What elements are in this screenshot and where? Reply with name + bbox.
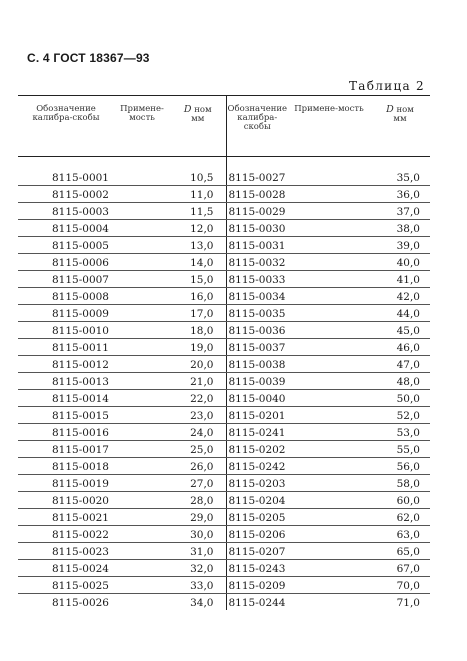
application-right — [288, 203, 370, 220]
table-row — [18, 441, 430, 458]
diameter-right: 47,0 — [370, 356, 430, 373]
diameter-left: 26,0 — [170, 458, 226, 475]
code-right: 8115-0035 — [226, 305, 288, 322]
code-right: 8115-0038 — [226, 356, 288, 373]
header-code-left: Обозначение калибра-скобы — [18, 96, 114, 157]
application-left — [114, 475, 170, 492]
diameter-left: 10,5 — [170, 169, 226, 186]
application-left — [114, 373, 170, 390]
code-left: 8115-0002 — [18, 186, 114, 203]
header-diameter-left — [170, 96, 226, 157]
application-left — [114, 322, 170, 339]
table-row — [18, 390, 430, 407]
code-right: 8115-0040 — [226, 390, 288, 407]
diameter-left: 22,0 — [170, 390, 226, 407]
table-header-row — [18, 96, 430, 157]
diameter-subscript: ном — [396, 105, 414, 115]
table-row — [18, 186, 430, 203]
diameter-left: 31,0 — [170, 543, 226, 560]
diameter-right: 39,0 — [370, 237, 430, 254]
code-right: 8115-0027 — [226, 169, 288, 186]
table-caption: Таблица 2 — [348, 79, 425, 93]
diameter-right: 63,0 — [370, 526, 430, 543]
application-left — [114, 543, 170, 560]
code-left: 8115-0003 — [18, 203, 114, 220]
diameter-right: 60,0 — [370, 492, 430, 509]
code-right: 8115-0209 — [226, 577, 288, 594]
code-right: 8115-0201 — [226, 407, 288, 424]
sizes-table — [18, 95, 430, 610]
code-left: 8115-0014 — [18, 390, 114, 407]
diameter-right: 62,0 — [370, 509, 430, 526]
diameter-right: 50,0 — [370, 390, 430, 407]
diameter-subscript: ном — [194, 105, 212, 115]
table-row — [18, 169, 430, 186]
code-right: 8115-0037 — [226, 339, 288, 356]
application-left — [114, 356, 170, 373]
application-left — [114, 169, 170, 186]
diameter-left: 34,0 — [170, 594, 226, 611]
code-right: 8115-0032 — [226, 254, 288, 271]
table-row — [18, 305, 430, 322]
diameter-symbol: D — [183, 104, 192, 115]
code-right: 8115-0204 — [226, 492, 288, 509]
table-row — [18, 271, 430, 288]
application-left — [114, 407, 170, 424]
code-right: 8115-0242 — [226, 458, 288, 475]
application-left — [114, 339, 170, 356]
code-right: 8115-0029 — [226, 203, 288, 220]
diameter-left: 11,0 — [170, 186, 226, 203]
code-right: 8115-0243 — [226, 560, 288, 577]
diameter-right: 55,0 — [370, 441, 430, 458]
table-row — [18, 458, 430, 475]
diameter-right: 56,0 — [370, 458, 430, 475]
application-right — [288, 271, 370, 288]
code-left: 8115-0016 — [18, 424, 114, 441]
diameter-left: 32,0 — [170, 560, 226, 577]
application-left — [114, 492, 170, 509]
application-right — [288, 407, 370, 424]
table-row — [18, 560, 430, 577]
diameter-left: 23,0 — [170, 407, 226, 424]
application-right — [288, 356, 370, 373]
standard-number: ГОСТ 18367—93 — [53, 51, 150, 65]
application-left — [114, 288, 170, 305]
diameter-left: 21,0 — [170, 373, 226, 390]
code-left: 8115-0005 — [18, 237, 114, 254]
diameter-right: 53,0 — [370, 424, 430, 441]
code-left: 8115-0021 — [18, 509, 114, 526]
diameter-left: 16,0 — [170, 288, 226, 305]
application-right — [288, 458, 370, 475]
diameter-left: 14,0 — [170, 254, 226, 271]
application-right — [288, 373, 370, 390]
diameter-right: 36,0 — [370, 186, 430, 203]
code-left: 8115-0023 — [18, 543, 114, 560]
table-row — [18, 577, 430, 594]
code-right: 8115-0203 — [226, 475, 288, 492]
table-row — [18, 237, 430, 254]
code-left: 8115-0015 — [18, 407, 114, 424]
diameter-left: 33,0 — [170, 577, 226, 594]
code-left: 8115-0025 — [18, 577, 114, 594]
diameter-left: 29,0 — [170, 509, 226, 526]
diameter-right: 38,0 — [370, 220, 430, 237]
table-row — [18, 509, 430, 526]
diameter-right: 40,0 — [370, 254, 430, 271]
application-right — [288, 254, 370, 271]
application-left — [114, 509, 170, 526]
code-left: 8115-0010 — [18, 322, 114, 339]
application-right — [288, 305, 370, 322]
diameter-left: 18,0 — [170, 322, 226, 339]
diameter-left: 28,0 — [170, 492, 226, 509]
application-left — [114, 237, 170, 254]
application-left — [114, 577, 170, 594]
application-right — [288, 594, 370, 611]
table-row — [18, 475, 430, 492]
spacer-row — [18, 157, 430, 170]
code-left: 8115-0001 — [18, 169, 114, 186]
application-left — [114, 220, 170, 237]
diameter-left: 24,0 — [170, 424, 226, 441]
diameter-unit: мм — [393, 114, 407, 124]
code-right: 8115-0031 — [226, 237, 288, 254]
code-right: 8115-0241 — [226, 424, 288, 441]
header-code-right: Обозначение калибра-скобы — [226, 96, 288, 157]
application-left — [114, 424, 170, 441]
table-row — [18, 492, 430, 509]
code-right: 8115-0039 — [226, 373, 288, 390]
application-right — [288, 475, 370, 492]
diameter-left: 15,0 — [170, 271, 226, 288]
application-right — [288, 322, 370, 339]
code-left: 8115-0006 — [18, 254, 114, 271]
code-left: 8115-0018 — [18, 458, 114, 475]
code-left: 8115-0022 — [18, 526, 114, 543]
table-row — [18, 594, 430, 611]
application-left — [114, 305, 170, 322]
table-row — [18, 526, 430, 543]
table-row — [18, 203, 430, 220]
code-right: 8115-0205 — [226, 509, 288, 526]
code-left: 8115-0009 — [18, 305, 114, 322]
diameter-left: 11,5 — [170, 203, 226, 220]
application-left — [114, 390, 170, 407]
table-row — [18, 424, 430, 441]
table-row — [18, 373, 430, 390]
diameter-left: 30,0 — [170, 526, 226, 543]
application-left — [114, 186, 170, 203]
diameter-right: 71,0 — [396, 597, 420, 609]
code-left: 8115-0017 — [18, 441, 114, 458]
code-left: 8115-0004 — [18, 220, 114, 237]
application-right — [288, 220, 370, 237]
diameter-right: 58,0 — [370, 475, 430, 492]
code-right: 8115-0033 — [226, 271, 288, 288]
code-right: 8115-0244 — [228, 597, 286, 609]
application-right — [288, 441, 370, 458]
diameter-left: 25,0 — [170, 441, 226, 458]
diameter-right: 52,0 — [370, 407, 430, 424]
page-header — [27, 51, 150, 65]
code-left: 8115-0011 — [18, 339, 114, 356]
application-right — [288, 186, 370, 203]
code-right: 8115-0034 — [226, 288, 288, 305]
diameter-right: 46,0 — [370, 339, 430, 356]
application-left — [114, 441, 170, 458]
diameter-right: 65,0 — [370, 543, 430, 560]
code-right: 8115-0206 — [226, 526, 288, 543]
code-right: 8115-0207 — [226, 543, 288, 560]
diameter-left: 13,0 — [170, 237, 226, 254]
diameter-right: 44,0 — [370, 305, 430, 322]
table-row — [18, 356, 430, 373]
diameter-right: 70,0 — [370, 577, 430, 594]
code-left: 8115-0026 — [52, 597, 109, 609]
application-right — [288, 339, 370, 356]
application-left — [114, 458, 170, 475]
header-application-right: Примене-мость — [288, 96, 370, 157]
diameter-right: 35,0 — [370, 169, 430, 186]
application-left — [114, 203, 170, 220]
table-row — [18, 407, 430, 424]
diameter-right: 37,0 — [370, 203, 430, 220]
code-right: 8115-0036 — [226, 322, 288, 339]
header-diameter-right — [370, 96, 430, 157]
code-left: 8115-0024 — [18, 560, 114, 577]
application-right — [288, 560, 370, 577]
table-row — [18, 254, 430, 271]
code-left: 8115-0007 — [18, 271, 114, 288]
application-left — [114, 271, 170, 288]
table-body — [18, 157, 430, 611]
code-left: 8115-0019 — [18, 475, 114, 492]
application-right — [288, 509, 370, 526]
code-right: 8115-0202 — [226, 441, 288, 458]
header-application-left: Примене-мость — [114, 96, 170, 157]
diameter-right: 42,0 — [370, 288, 430, 305]
code-right: 8115-0030 — [226, 220, 288, 237]
application-left — [114, 526, 170, 543]
table-row — [18, 339, 430, 356]
diameter-left: 12,0 — [170, 220, 226, 237]
diameter-symbol: D — [386, 104, 394, 115]
code-left: 8115-0020 — [18, 492, 114, 509]
application-left — [114, 560, 170, 577]
diameter-left: 19,0 — [170, 339, 226, 356]
table-row — [18, 543, 430, 560]
code-left: 8115-0008 — [18, 288, 114, 305]
application-right — [288, 288, 370, 305]
application-right — [288, 577, 370, 594]
table-row — [18, 322, 430, 339]
page-number: С. 4 — [27, 51, 50, 65]
application-left — [114, 594, 170, 611]
application-right — [288, 424, 370, 441]
code-left: 8115-0012 — [18, 356, 114, 373]
diameter-right: 48,0 — [370, 373, 430, 390]
application-right — [288, 237, 370, 254]
code-left: 8115-0013 — [18, 373, 114, 390]
application-right — [288, 543, 370, 560]
table-row — [18, 288, 430, 305]
application-right — [288, 526, 370, 543]
diameter-right: 41,0 — [370, 271, 430, 288]
diameter-right: 67,0 — [370, 560, 430, 577]
diameter-right: 45,0 — [370, 322, 430, 339]
diameter-left: 27,0 — [170, 475, 226, 492]
application-left — [114, 254, 170, 271]
application-right — [288, 492, 370, 509]
diameter-unit: мм — [191, 114, 205, 124]
diameter-left: 17,0 — [170, 305, 226, 322]
code-right: 8115-0028 — [226, 186, 288, 203]
table-row — [18, 220, 430, 237]
application-right — [288, 169, 370, 186]
application-right — [288, 390, 370, 407]
diameter-left: 20,0 — [170, 356, 226, 373]
